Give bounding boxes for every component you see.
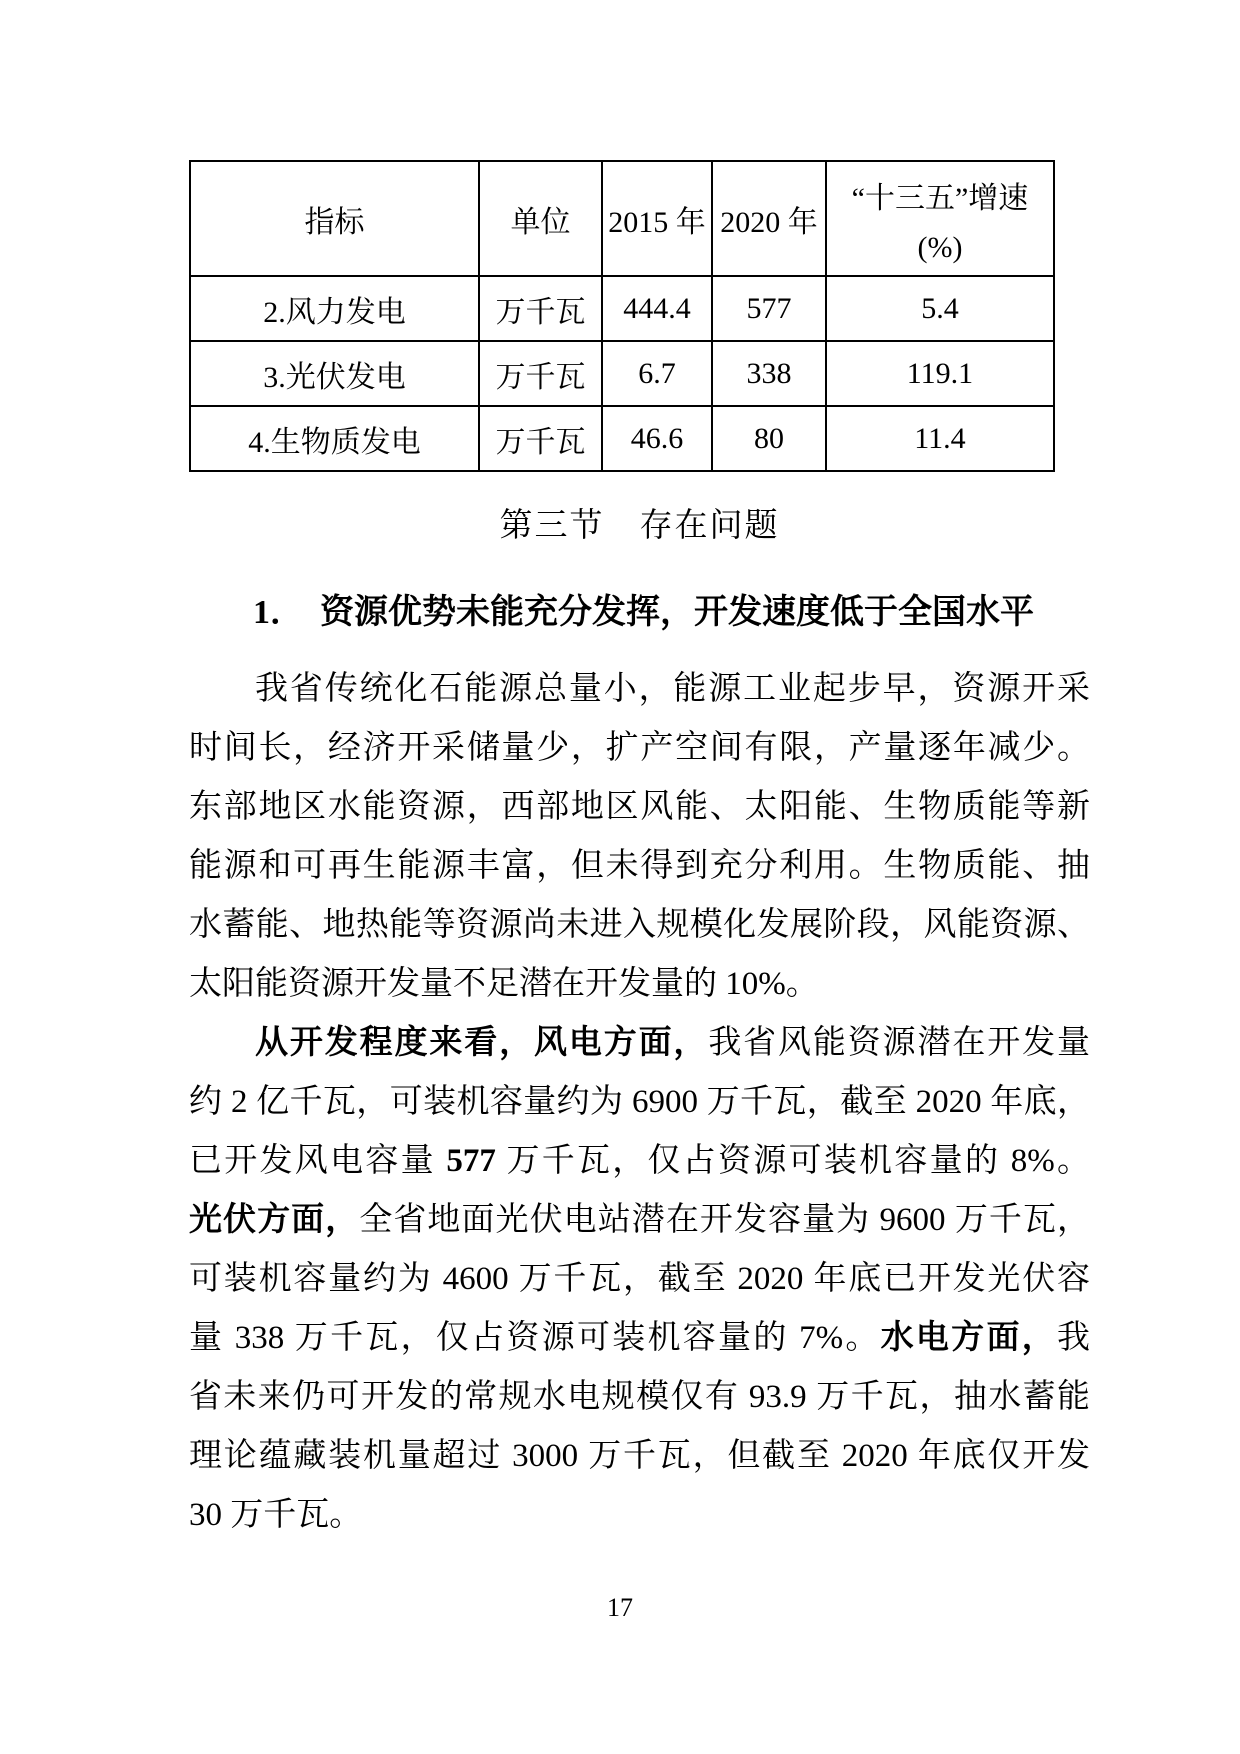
table-cell: 338: [712, 341, 826, 406]
text-run: 约 2 亿千瓦，可装机容量约为 6900 万千瓦，截至 2020 年底，: [189, 1084, 1090, 1120]
text-run: 万千瓦，仅占资源可装机容量的 8%。: [495, 1143, 1091, 1179]
text-line: [189, 719, 1090, 778]
text-run: 东部地区水能资源，西部地区风能、太阳能、生物质能等新: [189, 789, 1090, 825]
table-cell: 119.1: [826, 341, 1054, 406]
column-header-2: [602, 161, 712, 276]
table-row: [190, 276, 1054, 341]
table-cell: 444.4: [602, 276, 712, 341]
indicators-table: [189, 160, 1055, 472]
page-number: 17: [607, 1593, 633, 1622]
table-cell: 万千瓦: [479, 406, 602, 471]
paragraph-1: [189, 660, 1090, 1014]
table-body: [190, 276, 1054, 471]
text-line: [189, 1073, 1090, 1132]
table-header-row: [190, 161, 1054, 276]
text-run: 30 万千瓦。: [189, 1497, 363, 1533]
text-run: 太阳能资源开发量不足潜在开发量的 10%。: [189, 966, 819, 1002]
text-line: [189, 837, 1090, 896]
text-run: 我: [1057, 1320, 1090, 1356]
column-header-label: 2015 年: [608, 205, 706, 239]
text-line: [189, 896, 1090, 955]
subsection-heading: [189, 592, 1090, 634]
column-header-0: [190, 161, 479, 276]
column-header-label: “十三五”增速: [851, 181, 1029, 215]
text-line: [189, 1132, 1090, 1191]
column-header-1: [479, 161, 602, 276]
text-run-bold: 577: [446, 1143, 496, 1179]
text-line: [189, 1250, 1090, 1309]
column-header-3: [712, 161, 826, 276]
text-run: 能源和可再生能源丰富，但未得到充分利用。生物质能、抽: [189, 848, 1090, 884]
subsection-heading-text: 资源优势未能充分发挥，开发速度低于全国水平: [320, 594, 1034, 631]
table-row: [190, 406, 1054, 471]
text-run: 量 338 万千瓦，仅占资源可装机容量的 7%。: [189, 1320, 881, 1356]
text-run: 理论蕴藏装机量超过 3000 万千瓦，但截至 2020 年底仅开发: [189, 1438, 1090, 1474]
page-content: [189, 0, 1090, 1545]
table-header: [190, 161, 1054, 276]
paragraph-2: [189, 1014, 1090, 1545]
text-line: [189, 660, 1090, 719]
table-cell: 46.6: [602, 406, 712, 471]
text-run-bold: 从开发程度来看，风电方面，: [255, 1025, 709, 1061]
column-header-label: 2020 年: [720, 205, 818, 239]
table-cell: 577: [712, 276, 826, 341]
column-header-label: 单位: [510, 205, 571, 239]
text-run-bold: 水电方面，: [880, 1320, 1057, 1356]
text-line: [189, 1191, 1090, 1250]
text-line: [189, 955, 1090, 1014]
text-line: [189, 778, 1090, 837]
table-cell: 80: [712, 406, 826, 471]
text-run: 已开发风电容量: [189, 1143, 447, 1179]
text-run: 可装机容量约为 4600 万千瓦，截至 2020 年底已开发光伏容: [189, 1261, 1090, 1297]
section-title: 第三节 存在问题: [499, 508, 780, 544]
table-cell: 3.光伏发电: [190, 341, 479, 406]
text-run: 水蓄能、地热能等资源尚未进入规模化发展阶段，风能资源、: [189, 907, 1090, 943]
text-line: [189, 1486, 1090, 1545]
text-run: 省未来仍可开发的常规水电规模仅有 93.9 万千瓦，抽水蓄能: [189, 1379, 1090, 1415]
text-run-bold: 光伏方面，: [189, 1202, 360, 1238]
table-cell: 万千瓦: [479, 276, 602, 341]
text-run: 我省风能资源潜在开发量: [708, 1025, 1091, 1061]
table-cell: 6.7: [602, 341, 712, 406]
table-cell: 2.风力发电: [190, 276, 479, 341]
column-header-4: [826, 161, 1054, 276]
table-row: [190, 341, 1054, 406]
text-line: [189, 1427, 1090, 1486]
table-cell: 11.4: [826, 406, 1054, 471]
column-header-label-line2: (%): [917, 230, 963, 264]
text-line: [189, 1368, 1090, 1427]
text-run: 全省地面光伏电站潜在开发容量为 9600 万千瓦，: [359, 1202, 1091, 1238]
text-line: [189, 1014, 1090, 1073]
text-run: 我省传统化石能源总量小，能源工业起步早，资源开采: [255, 671, 1090, 707]
subsection-heading-number: 1．: [253, 594, 304, 631]
text-line: [189, 1309, 1090, 1368]
table-cell: 5.4: [826, 276, 1054, 341]
column-header-label: 指标: [304, 205, 365, 239]
text-run: 时间长，经济开采储量少，扩产空间有限，产量逐年减少。: [189, 730, 1090, 766]
table-cell: 4.生物质发电: [190, 406, 479, 471]
table-cell: 万千瓦: [479, 341, 602, 406]
